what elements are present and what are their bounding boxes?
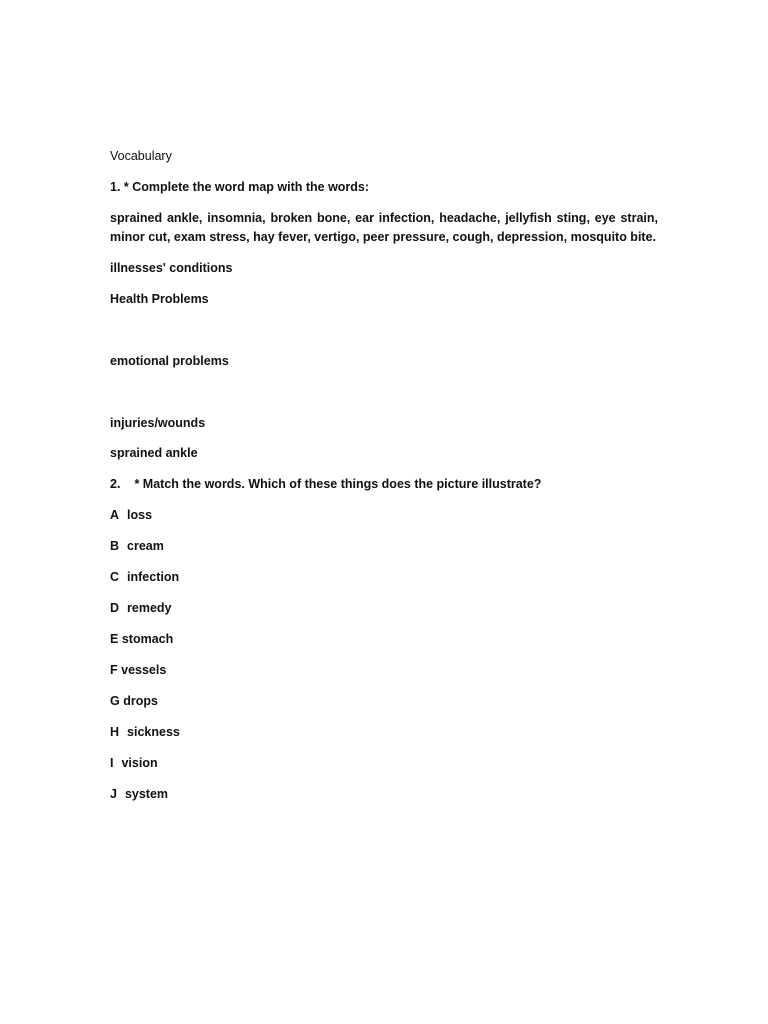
exercise-2-text: * Match the words. Which of these things does the picture illustrate? [134, 477, 542, 491]
word-map-illnesses-label: illnesses' conditions [110, 261, 233, 275]
match-item: B cream [110, 539, 164, 553]
section-heading: Vocabulary [110, 149, 172, 163]
match-item: F vessels [110, 663, 167, 677]
document-page [110, 0, 658, 1024]
match-item: E stomach [110, 632, 174, 646]
exercise-1-instruction: 1. * Complete the word map with the words: [110, 180, 370, 194]
match-item: I vision [110, 756, 158, 770]
exercise-2-instruction [110, 476, 541, 492]
word-map-center-label: Health Problems [110, 292, 209, 306]
match-item: A loss [110, 508, 153, 522]
exercise-1-word-list: sprained ankle, insomnia, broken bone, ear infection, headache, jellyfish sting, eye strain, minor cut, exam stress, hay fever, vertigo, peer pressure, cough, depression, mosquito bite. [110, 211, 658, 244]
word-map-example-entry: sprained ankle [110, 446, 198, 460]
match-item: D remedy [110, 601, 172, 615]
match-item: C infection [110, 570, 180, 584]
match-item: G drops [110, 694, 158, 708]
word-map-emotional-label: emotional problems [110, 354, 229, 368]
exercise-2-number: 2. [110, 477, 121, 491]
word-map-injuries-label: injuries/wounds [110, 416, 206, 430]
match-item: J system [110, 787, 169, 801]
match-item: H sickness [110, 725, 180, 739]
